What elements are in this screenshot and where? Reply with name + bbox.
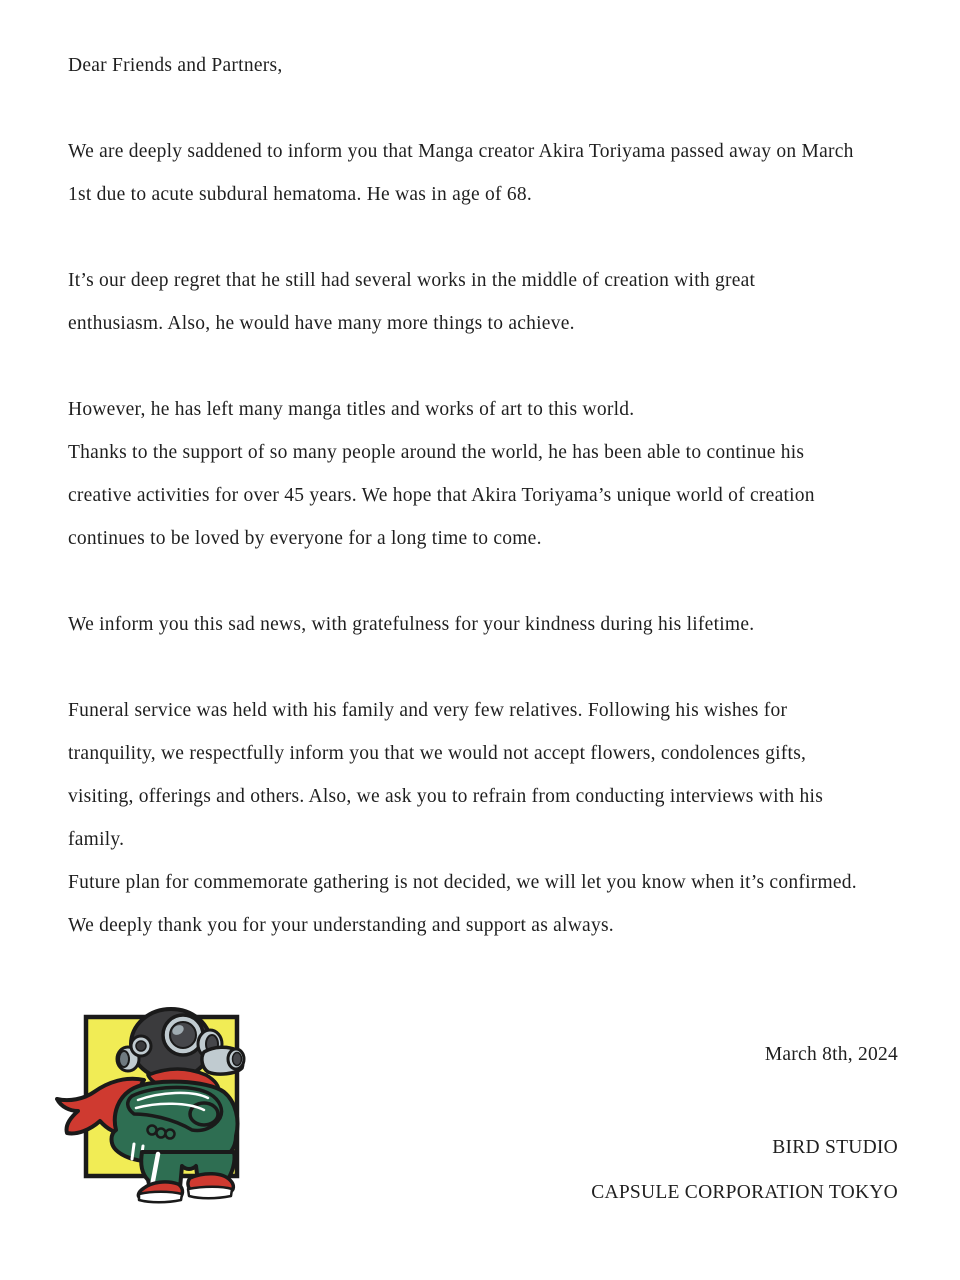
finger	[166, 1130, 175, 1139]
letter-line: family.	[68, 829, 125, 850]
left-goggle-lens	[136, 1041, 146, 1051]
letter-line	[68, 345, 908, 388]
letter-date: March 8th, 2024	[764, 1044, 898, 1065]
letter-line	[68, 646, 908, 689]
letter-line: It’s our deep regret that he still had several works in the middle of creation with great	[68, 270, 756, 291]
letter-line	[68, 87, 908, 130]
snout-opening	[233, 1053, 242, 1066]
letter-line: Dear Friends and Partners,	[68, 55, 283, 76]
letter-body	[68, 44, 908, 947]
letter-line: continues to be loved by everyone for a long time to come.	[68, 528, 542, 549]
letter-line: enthusiasm. Also, he would have many more things to achieve.	[68, 313, 575, 334]
main-goggle-lens	[170, 1022, 196, 1048]
signature-capsule-corporation: CAPSULE CORPORATION TOKYO	[591, 1182, 898, 1203]
left-shoe-sole	[139, 1192, 182, 1203]
letter-line: However, he has left many manga titles and works of art to this world.	[68, 399, 635, 420]
letter-line: 1st due to acute subdural hematoma. He was in age of 68.	[68, 184, 532, 205]
ear-cylinder-inner	[119, 1051, 129, 1067]
letter-line: visiting, offerings and others. Also, we ask you to refrain from conducting interviews with his	[68, 786, 824, 807]
finger	[157, 1129, 166, 1138]
right-shoe-sole	[188, 1187, 232, 1199]
letter-line	[68, 560, 908, 603]
letter-line: We deeply thank you for your understanding and support as always.	[68, 915, 614, 936]
letter-line: Funeral service was held with his family and very few relatives. Following his wishes for	[68, 700, 788, 721]
hem-trim	[132, 1144, 134, 1159]
letter-line	[68, 216, 908, 259]
letter-line: tranquility, we respectfully inform you that we would not accept flowers, condolences gifts,	[68, 743, 807, 764]
letter-line: Thanks to the support of so many people around the world, he has been able to continue his	[68, 442, 805, 463]
letter-line: creative activities for over 45 years. We hope that Akira Toriyama’s unique world of creation	[68, 485, 815, 506]
letter-line: Future plan for commemorate gathering is not decided, we will let you know when it’s confirmed.	[68, 872, 857, 893]
robotoriyama-illustration	[52, 1002, 257, 1217]
signature-bird-studio: BIRD STUDIO	[772, 1137, 898, 1158]
robotoriyama-illustration-svg	[52, 1002, 257, 1217]
finger	[148, 1126, 157, 1135]
letter-line: We are deeply saddened to inform you that Manga creator Akira Toriyama passed away on March	[68, 141, 854, 162]
letter-line: We inform you this sad news, with gratefulness for your kindness during his lifetime.	[68, 614, 755, 635]
